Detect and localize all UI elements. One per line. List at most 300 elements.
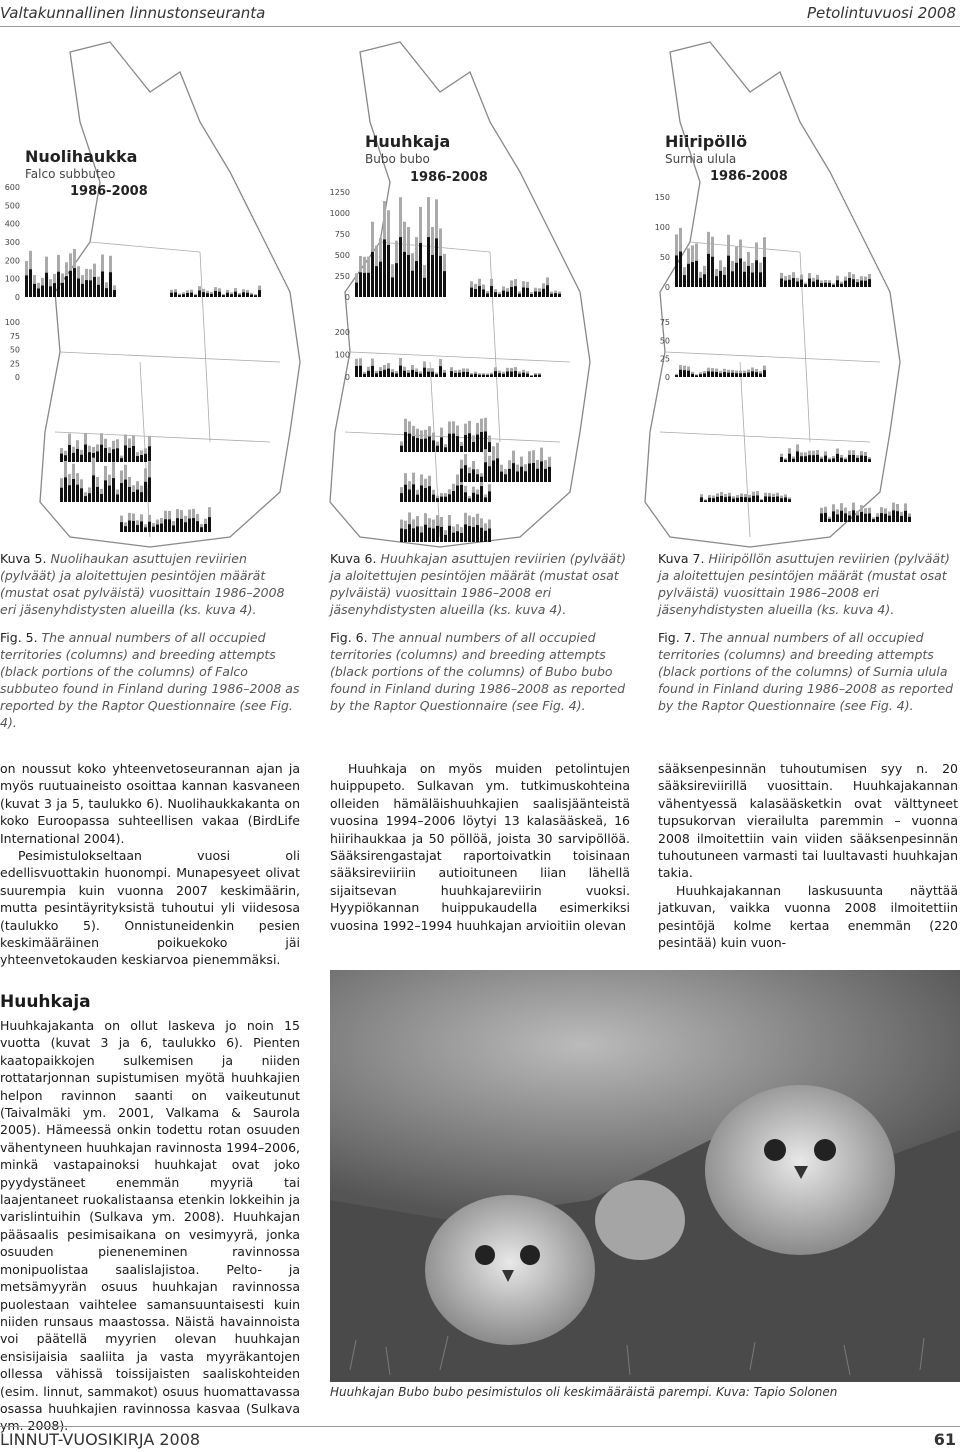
map1-bar-black (64, 477, 67, 502)
map2-bar-black (498, 294, 501, 297)
map1-bar-black (196, 521, 199, 532)
map2-bar-black (399, 237, 402, 297)
map2-bar-black (359, 366, 362, 377)
map2-bar-black (436, 526, 439, 542)
map3-bar-black (687, 371, 690, 377)
map1-bar-black (128, 448, 131, 462)
map3-bar-black (723, 372, 726, 377)
footer-left: LINNUT-VUOSIKIRJA 2008 (0, 1430, 201, 1449)
map3-bar-black (792, 278, 795, 287)
map2-bar-black (476, 435, 479, 452)
map2-bar-black (444, 447, 447, 452)
map3-bar-black (820, 513, 823, 522)
map2-latin: Bubo bubo (365, 152, 430, 166)
map2-bar-black (423, 368, 426, 377)
map3-bar-black (699, 278, 702, 287)
map2-bar-black (359, 272, 362, 297)
map2-bar-black (546, 285, 549, 297)
map3-bar-black (784, 497, 787, 502)
map2-bar-black (367, 273, 370, 297)
map3-bar-black (763, 257, 766, 287)
map1-bar-black (45, 273, 48, 297)
map1-bar-black (84, 445, 87, 462)
map3-bar-black (780, 279, 783, 287)
map3-bar-black (740, 497, 743, 502)
map2-bar-black (448, 526, 451, 542)
map3-bar-black (727, 373, 730, 377)
map3-bar-black (708, 498, 711, 502)
map1-bar-black (69, 271, 72, 297)
map1-bar-black (144, 527, 147, 532)
map3-bar-black (852, 279, 855, 287)
map1-bar-black (148, 446, 151, 462)
map1-bar-black (124, 445, 127, 462)
map3-bar-black (679, 370, 682, 377)
map1-bar-black (112, 478, 115, 502)
map2-bar-black (404, 485, 407, 502)
map3-ytick: 50 (659, 336, 670, 346)
map2-bar-black (435, 238, 438, 297)
map1-bar-black (120, 483, 123, 502)
map2-bar-black (428, 528, 431, 542)
map3-bar-black (836, 514, 839, 522)
map1-bar-black (160, 524, 163, 532)
caption-fig5-fi: Nuolihaukan asuttujen reviirien (pylväät) ja aloitettujen pesintöjen määrät (mustat osat pylväistä) vuosittain 1986–2008 eri jäsenyhdistysten alueilla (ks. kuva 4). (0, 551, 285, 617)
map2-bar-black (544, 469, 547, 482)
map1-bars (0, 32, 320, 552)
col1-paragraph-2: Pesimistulokseltaan vuosi oli edellisvuottakin huonompi. Munapesyeet olivat suurempia kuin vuonna 2007 keskimäärin, mutta pesintäyrityksistä tuhoutui yli viidesosa (taulukko 5). Onnistuneidenkin pesien keskimääräinen poikuekoko jäi yhteenvetokauden keskiarvoa pienemmäksi. (0, 848, 300, 968)
map3-bar-black (711, 372, 714, 377)
section-heading-huuhkaja: Huuhkaja (0, 992, 91, 1012)
map2-bar-black (470, 288, 473, 297)
map1-title: Nuolihaukka (25, 147, 138, 166)
map3-bar-black (796, 451, 799, 462)
map1-bar-black (41, 286, 44, 297)
map1-bar-black (144, 482, 147, 502)
map3-bar-black (727, 256, 730, 287)
map3-bar-black (864, 281, 867, 287)
map2-ytick: 100 (334, 350, 350, 360)
map3-bar-black (748, 498, 751, 502)
caption-fig7-en-label: Fig. 7. (658, 630, 696, 645)
map3-bar-black (755, 372, 758, 377)
map2-bar-black (407, 255, 410, 297)
map2-bar-black (464, 465, 467, 482)
map2-bar-black (486, 375, 489, 377)
map2-bar-black (383, 239, 386, 297)
map2-bar-black (419, 374, 422, 377)
map2-bar-black (423, 278, 426, 297)
map3-bar-black (804, 456, 807, 462)
map3-bar-black (712, 498, 715, 502)
map3-bar-black (691, 262, 694, 287)
map3-bar-black (848, 278, 851, 287)
map2-bar-black (484, 462, 487, 482)
map1-bar-black (188, 519, 191, 532)
map2-bar-black (420, 439, 423, 452)
map1-bar-black (168, 519, 171, 532)
map1-bar-black (132, 521, 135, 532)
map3-bar-black (751, 273, 754, 287)
map2-bar-black (530, 294, 533, 297)
map2-bar-black (538, 375, 541, 377)
map1-bar-black (218, 292, 221, 297)
map2-bar-black (550, 294, 553, 297)
map2-bar-black (400, 529, 403, 542)
map1-bar-black (198, 290, 201, 297)
map1-bar-black (88, 452, 91, 462)
map3-bar-black (868, 459, 871, 462)
map3-bar-black (759, 272, 762, 287)
map1-ytick: 200 (4, 256, 20, 266)
map1-bar-black (97, 285, 100, 297)
map1-bar-black (128, 521, 131, 532)
map3-bar-black (816, 280, 819, 287)
map1-ytick: 0 (14, 373, 20, 382)
map2-bar-black (415, 261, 418, 297)
map3-bar-black (695, 261, 698, 287)
map1-bar-black (53, 283, 56, 297)
map1-bar-black (230, 294, 233, 297)
map1-bar-black (68, 485, 71, 502)
map2-bar-black (476, 474, 479, 482)
map3-bar-black (715, 276, 718, 287)
map1-ytick: 50 (9, 345, 20, 355)
map2-bar-black (524, 471, 527, 482)
map2-bar-black (452, 533, 455, 542)
map3-bar-black (735, 373, 738, 377)
map3-years: 1986-2008 (710, 169, 788, 184)
caption-fig5-en: The annual numbers of all occupied territories (columns) and breeding attempts (black portions of the columns) of Falco subbuteo found in Finland during 1986–2008 as reported by the Raptor Questionnaire (see Fig. 4). (0, 630, 300, 730)
map2-bar-black (379, 371, 382, 377)
header-right: Petolintuvuosi 2008 (806, 4, 956, 22)
footer-rule (0, 1426, 960, 1427)
map3-bar-black (679, 252, 682, 287)
map3-bar-black (707, 254, 710, 287)
map3-bar-black (759, 374, 762, 377)
map3-bar-black (747, 266, 750, 287)
map2-bar-black (528, 463, 531, 482)
map3-bar-black (776, 496, 779, 502)
map1-bar-black (60, 454, 63, 462)
map1-bar-black (180, 519, 183, 532)
map3-bar-black (764, 496, 767, 502)
map1-bar-black (124, 480, 127, 502)
map2-bar-black (444, 497, 447, 502)
map3-bar-black (788, 454, 791, 462)
map1-bar-black (124, 526, 127, 532)
map3-bar-black (780, 457, 783, 462)
map1-bar-black (206, 293, 209, 297)
running-header (0, 0, 960, 27)
map3-bar-black (724, 497, 727, 502)
map-bubo (320, 32, 640, 552)
map3-bar-black (747, 373, 750, 377)
column-1-top (0, 760, 300, 969)
map2-bar-black (502, 291, 505, 297)
map1-years: 1986-2008 (70, 184, 148, 199)
map3-bar-black (743, 272, 746, 287)
map1-bar-black (68, 445, 71, 462)
map2-bar-black (526, 288, 529, 297)
map1-bar-black (25, 275, 28, 297)
map2-bar-black (439, 366, 442, 377)
map2-bar-black (428, 436, 431, 452)
map3-bar-black (755, 260, 758, 287)
map1-bar-black (80, 455, 83, 462)
map2-bar-black (482, 375, 485, 377)
map2-bar-black (482, 289, 485, 297)
map2-ytick: 200 (334, 328, 350, 337)
map1-bar-black (238, 295, 241, 297)
map1-bar-black (226, 293, 229, 297)
map2-bar-black (468, 498, 471, 502)
map1-bar-black (132, 446, 135, 462)
map2-bar-black (424, 525, 427, 542)
map3-bar-black (735, 263, 738, 287)
map2-bar-black (480, 432, 483, 452)
map3-bar-black (900, 516, 903, 522)
map3-ytick: 75 (659, 318, 670, 327)
map2-bar-black (484, 431, 487, 452)
map2-bar-black (452, 491, 455, 502)
map2-bar-black (488, 491, 491, 502)
map2-bar-black (472, 469, 475, 482)
map1-bar-black (194, 295, 197, 297)
map2-bar-black (488, 466, 491, 482)
caption-fig5 (0, 550, 300, 742)
map2-bar-black (472, 493, 475, 502)
map1-ytick: 75 (9, 331, 20, 341)
map3-bar-black (848, 455, 851, 462)
map2-bar-black (395, 373, 398, 377)
map3-bar-black (896, 511, 899, 522)
map2-bar-black (399, 366, 402, 377)
map1-bar-black (60, 488, 63, 502)
map1-bar-black (156, 525, 159, 532)
map3-bar-black (816, 455, 819, 462)
map1-bar-black (182, 294, 185, 297)
map2-bar-black (367, 371, 370, 377)
map2-bar-black (486, 293, 489, 297)
map3-bar-black (675, 255, 678, 287)
map2-bar-black (371, 252, 374, 297)
map3-bar-black (860, 512, 863, 522)
map2-bars (320, 32, 640, 552)
col3-paragraph-2: Huuhkajakannan laskusuunta näyttää jatkuvan, vaikka vuonna 2008 ilmoitettiin pesintöjä kolme kertaa enemmän (220 pesintää) kuin vuon- (658, 882, 958, 951)
map2-ytick: 1250 (329, 188, 350, 197)
map3-bar-black (711, 257, 714, 287)
map2-bar-black (480, 528, 483, 542)
map3-bars (640, 32, 960, 552)
map2-bar-black (432, 440, 435, 452)
map1-bar-black (112, 449, 115, 462)
map2-bar-black (468, 473, 471, 482)
map1-ytick: 0 (14, 293, 20, 302)
map3-bar-black (719, 271, 722, 287)
map1-bar-black (93, 277, 96, 297)
map1-bar-black (61, 283, 64, 297)
map2-bar-black (478, 375, 481, 377)
map3-bar-black (784, 280, 787, 287)
column-3 (658, 760, 958, 951)
map3-bar-black (720, 496, 723, 502)
caption-fig7-fi: Hiiripöllön asuttujen reviirien (pylväät) ja aloitettujen pesintöjen määrät (mustat osat pylväistä) vuosittain 1986–2008 eri jäsenyhdistysten alueilla (ks. kuva 4). (658, 551, 950, 617)
map3-bar-black (683, 275, 686, 287)
map1-ytick: 25 (9, 359, 20, 369)
map1-bar-black (148, 477, 151, 502)
map2-bar-black (436, 498, 439, 502)
map3-bar-black (876, 517, 879, 522)
map3-bar-black (852, 455, 855, 462)
map3-bar-black (856, 282, 859, 287)
map3-bar-black (820, 459, 823, 462)
map3-bar-black (892, 510, 895, 522)
map2-bar-black (431, 255, 434, 297)
map1-bar-black (80, 488, 83, 502)
map1-bar-black (37, 289, 40, 297)
map2-bar-black (460, 446, 463, 452)
map1-bar-black (116, 494, 119, 502)
map3-bar-black (828, 459, 831, 462)
map-falco (0, 32, 320, 552)
map2-bar-black (472, 442, 475, 452)
map3-ytick: 150 (654, 193, 670, 202)
map3-bar-black (864, 456, 867, 462)
map2-bar-black (488, 528, 491, 542)
map3-bar-black (715, 372, 718, 377)
map1-bar-black (108, 486, 111, 502)
map3-bar-black (731, 373, 734, 377)
map1-bar-black (108, 453, 111, 462)
map3-bar-black (844, 459, 847, 462)
map1-bar-black (104, 480, 107, 502)
map3-bar-black (716, 497, 719, 502)
map2-bar-black (379, 262, 382, 297)
map1-bar-black (100, 494, 103, 502)
map1-bar-black (152, 527, 155, 532)
map3-bar-black (844, 513, 847, 522)
map2-bar-black (512, 463, 515, 482)
map1-bar-black (214, 291, 217, 297)
caption-fig5-fi-label: Kuva 5. (0, 551, 47, 566)
map1-bar-black (33, 284, 36, 297)
map2-bar-black (355, 366, 358, 377)
map2-bar-black (400, 446, 403, 452)
map1-ytick: 600 (4, 183, 20, 192)
map2-bar-black (488, 442, 491, 452)
map2-bar-black (424, 439, 427, 452)
map2-bar-black (474, 289, 477, 297)
caption-fig7 (658, 550, 958, 725)
map3-bar-black (820, 283, 823, 287)
map3-bar-black (772, 497, 775, 502)
map3-bar-black (904, 511, 907, 522)
col2-paragraph: Huuhkaja on myös muiden petolintujen huippupeto. Sulkavan ym. tutkimuskohteina olleiden hämäläishuuhkajien saalisjäänteistä vuosina 1994–2006 löytyi 13 kalasääskeä, 16 hiirihaukkaa ja 50 pöllöä, joista 30 sarvipöllöä. Sääksirengastajat raportoivatkin toisinaan sääksireviiriin autioituneen liian lähellä sijaitsevan huuhkajareviirin vuoksi. Hyypiökannan huippukaudella esimerkiksi vuosina 1992–1994 huuhkajan arvioitiin olevan (330, 761, 630, 933)
map3-bar-black (840, 284, 843, 287)
map2-bar-black (516, 472, 519, 482)
map2-bar-black (432, 495, 435, 502)
map3-bar-black (828, 519, 831, 522)
map3-bar-black (703, 274, 706, 287)
map2-bar-black (468, 433, 471, 452)
map1-bar-black (116, 448, 119, 462)
map2-bar-black (554, 293, 557, 297)
map2-bar-black (530, 376, 533, 377)
page-number: 61 (933, 1430, 956, 1449)
map2-bar-black (444, 535, 447, 542)
caption-fig6-en: The annual numbers of all occupied territories (columns) and breeding attempts (black portions of the columns) of Bubo bubo found in Finland during 1986–2008 as reported by the Raptor Questionnaire (see Fig. 4). (330, 630, 626, 713)
map2-bar-black (558, 294, 561, 297)
map2-bar-black (436, 446, 439, 452)
map3-bar-black (700, 497, 703, 502)
map2-bar-black (490, 286, 493, 297)
map2-bar-black (416, 438, 419, 452)
map1-bar-black (208, 517, 211, 532)
map1-bar-black (65, 276, 68, 297)
map2-bar-black (371, 366, 374, 377)
map2-bar-black (522, 373, 525, 377)
map1-bar-black (190, 293, 193, 297)
map3-bar-black (856, 515, 859, 522)
map3-bar-black (796, 282, 799, 287)
map1-bar-black (176, 518, 179, 532)
map2-bar-black (492, 461, 495, 482)
map2-ytick: 1000 (329, 209, 350, 218)
map2-bar-black (464, 435, 467, 452)
map3-bar-black (824, 513, 827, 522)
map2-bar-black (476, 494, 479, 502)
map2-bar-black (520, 467, 523, 482)
map2-bar-black (400, 493, 403, 502)
map1-bar-black (88, 493, 91, 502)
map3-bar-black (812, 455, 815, 462)
map1-bar-black (136, 490, 139, 502)
map3-bar-black (836, 454, 839, 462)
map2-bar-black (510, 287, 513, 297)
map1-bar-black (246, 293, 249, 297)
map2-bar-black (468, 526, 471, 542)
map2-bar-black (496, 458, 499, 482)
map1-bar-black (113, 290, 116, 297)
map3-bar-black (800, 280, 803, 287)
map2-bar-black (428, 486, 431, 502)
map3-bar-black (828, 283, 831, 287)
map2-bar-black (458, 373, 461, 377)
header-left: Valtakunnallinen linnustonseuranta (0, 4, 266, 22)
map2-bar-black (395, 263, 398, 297)
map3-bar-black (808, 455, 811, 462)
map3-bar-black (840, 511, 843, 522)
map1-bar-black (172, 525, 175, 532)
map1-bar-black (85, 280, 88, 297)
map3-bar-black (752, 496, 755, 502)
map1-bar-black (57, 272, 60, 297)
map2-bar-black (387, 245, 390, 297)
map2-bar-black (542, 289, 545, 297)
map2-bar-black (432, 529, 435, 542)
map2-bar-black (534, 375, 537, 377)
map2-bar-black (391, 277, 394, 297)
map2-bar-black (355, 283, 358, 297)
column-2 (330, 760, 630, 934)
map3-ytick: 25 (659, 354, 670, 364)
map1-bar-black (186, 293, 189, 297)
photo-caption: Huuhkajan Bubo bubo pesimistulos oli keskimääräistä parempi. Kuva: Tapio Solonen (330, 1385, 838, 1399)
map1-bar-black (222, 295, 225, 297)
map2-bar-black (420, 533, 423, 542)
map2-bar-black (448, 494, 451, 502)
